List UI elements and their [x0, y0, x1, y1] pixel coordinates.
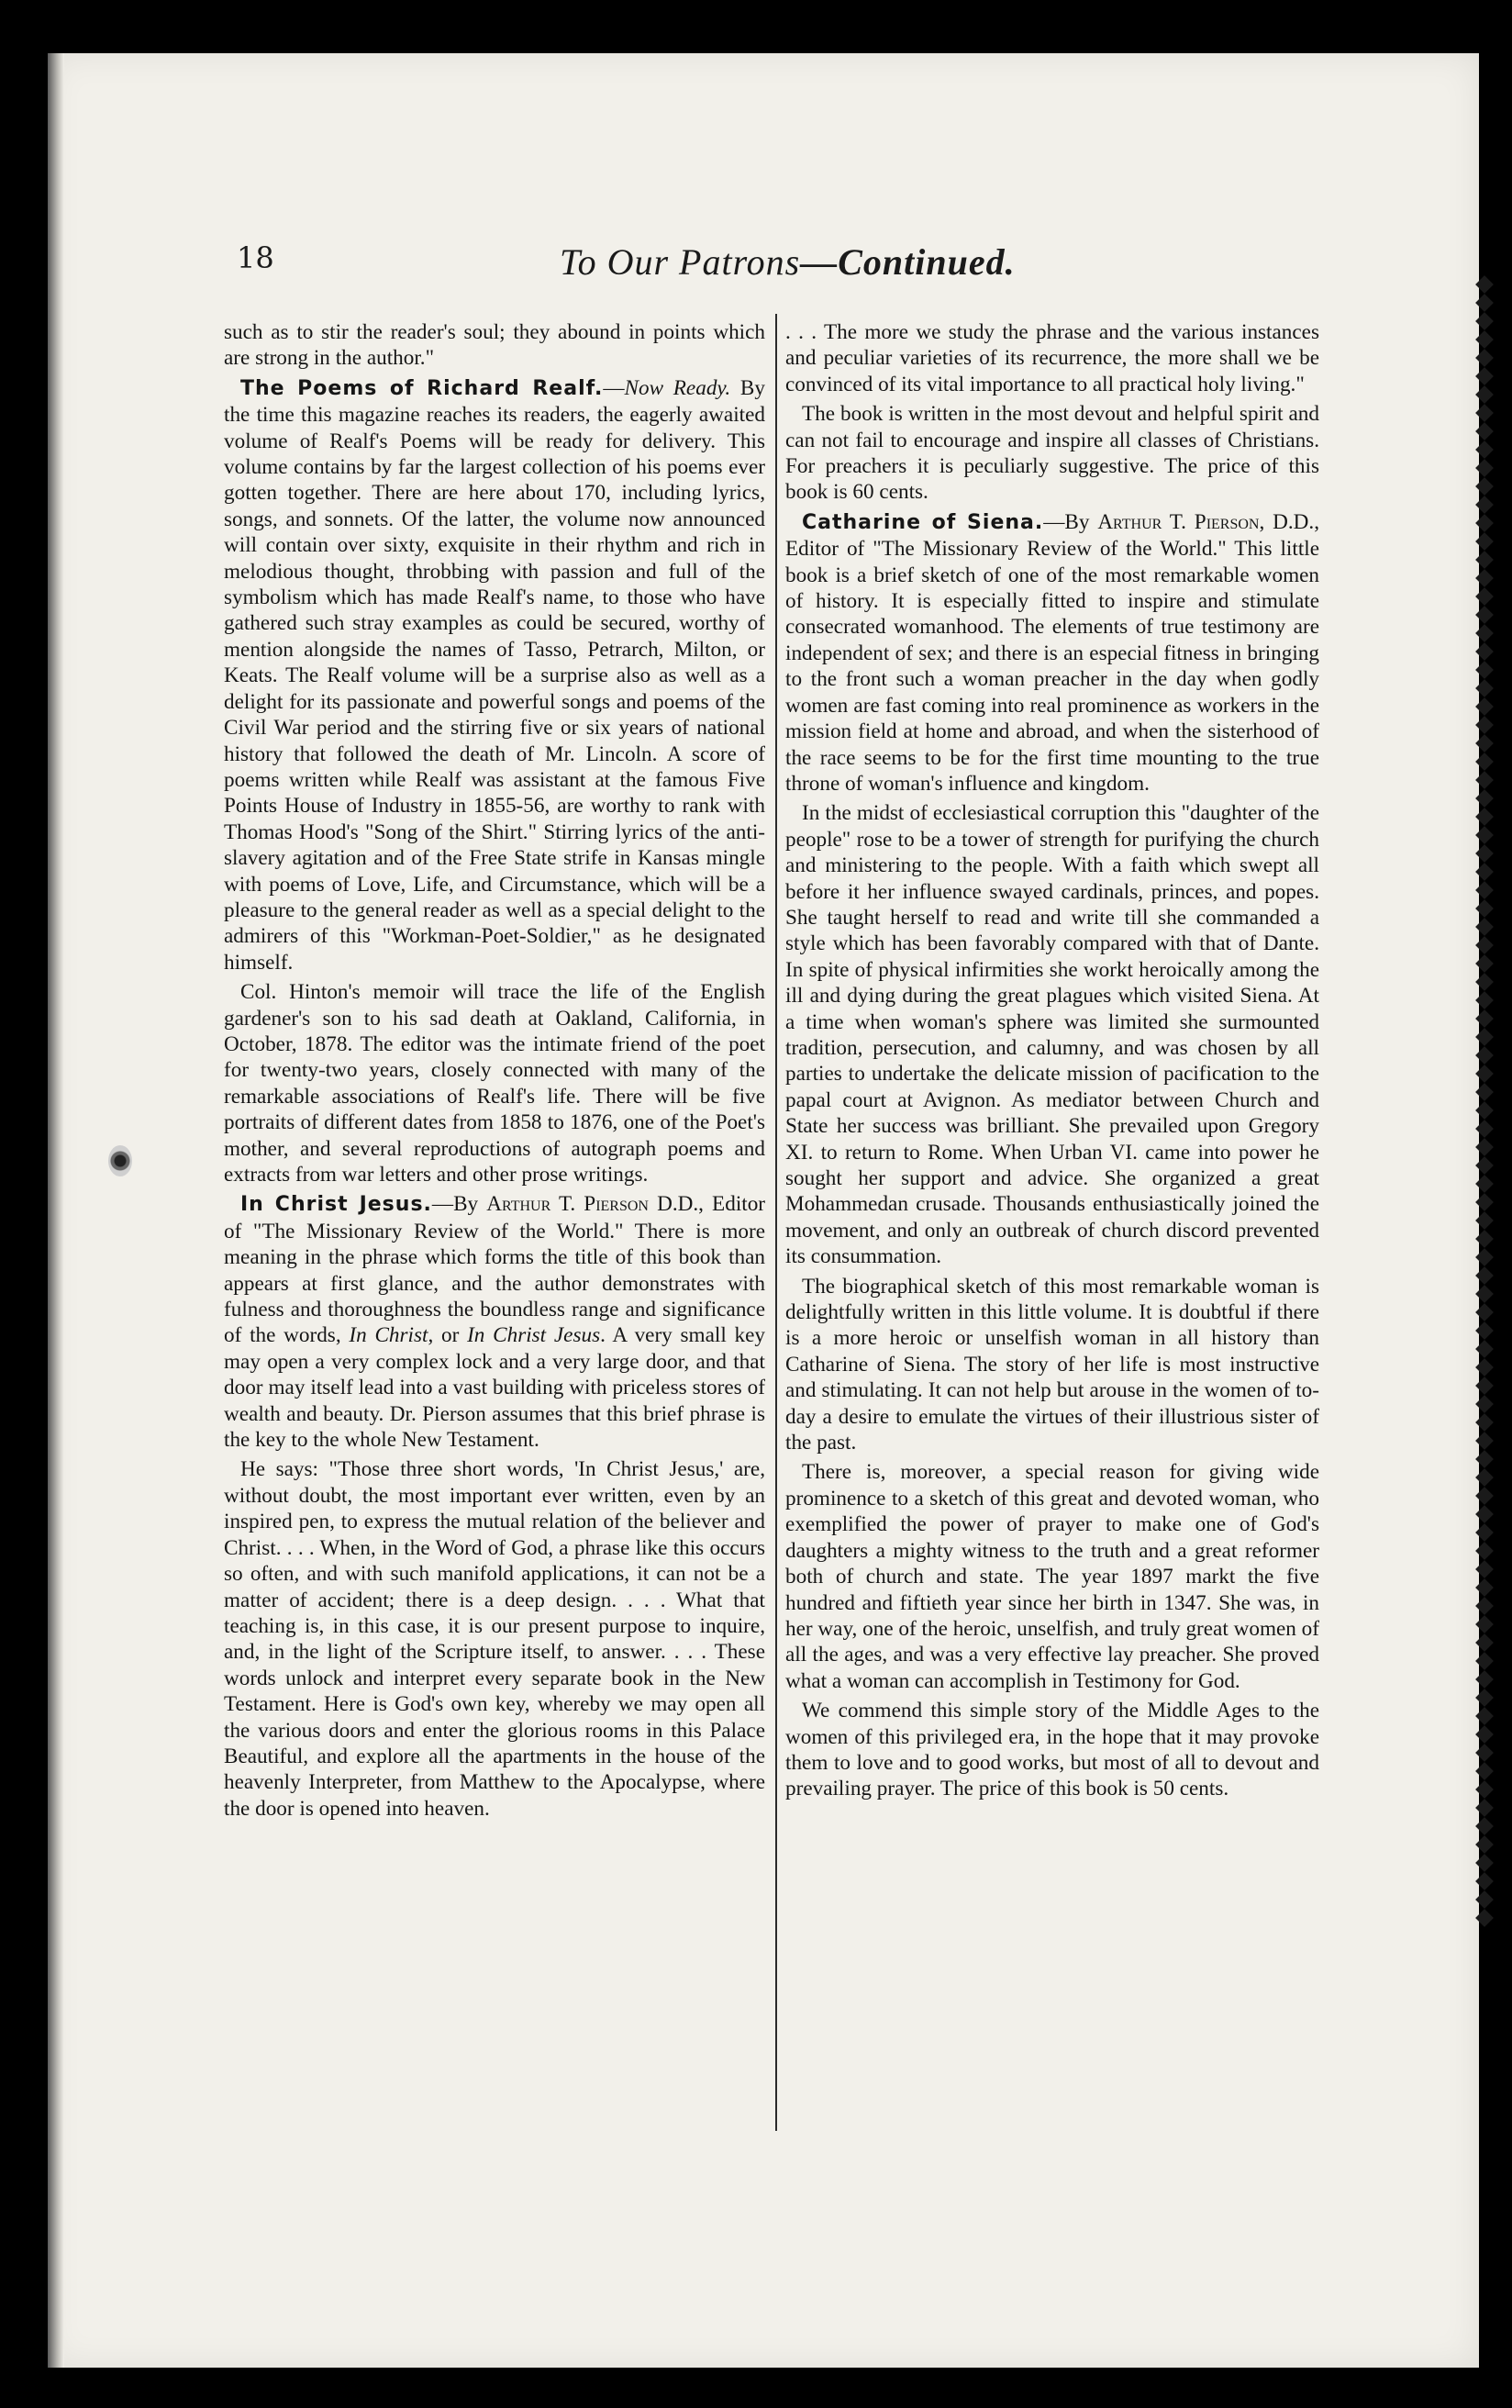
siena-heading: Catharine of Siena.	[802, 510, 1044, 534]
christ-paragraph-1	[224, 1191, 765, 1453]
border-diamond	[1475, 1872, 1494, 1890]
border-diamond	[1475, 1028, 1494, 1046]
christ-body: D.D., Editor of "The Missionary Review of the World." There is more meaning in the phrase which forms the title of this book than appears at first glance, and the author demonstrates with fulness and thoroughness the boundless range and significance of the words,	[224, 1192, 766, 1348]
realf-heading: The Poems of Richard Realf.	[240, 376, 604, 400]
border-diamond	[1475, 679, 1494, 697]
border-diamond	[1475, 404, 1494, 422]
christ-heading: In Christ Jesus.	[240, 1193, 432, 1217]
border-diamond	[1475, 1413, 1494, 1432]
border-diamond	[1475, 661, 1494, 679]
siena-paragraph-1	[785, 509, 1319, 797]
border-diamond	[1475, 294, 1494, 312]
border-diamond	[1475, 1230, 1494, 1248]
border-diamond	[1475, 587, 1494, 606]
border-diamond	[1475, 1377, 1494, 1395]
border-diamond	[1475, 275, 1494, 294]
border-diamond	[1475, 1652, 1494, 1670]
christ-or: , or	[428, 1323, 468, 1348]
border-diamond	[1475, 1744, 1494, 1762]
siena-body: , D.D., Editor of "The Missionary Review of the World." This little book is a brief sketch of one of the most remarkable women of history. It is especially fitted to inspire and stimulate consecrated womanhood. The elements of true testimony are independent of sex; and there is an especial fitness in bringing to the front such a woman preacher in the day when godly women are fast coming into real prominence as workers in the mission field at home and abroad, and when the sisterhood of the race seems to be for the first time mounting to the true throne of woman's influence and kingdom.	[785, 509, 1319, 796]
border-diamond	[1475, 1358, 1494, 1377]
left-column	[224, 319, 765, 1822]
border-diamond	[1475, 1065, 1494, 1083]
border-diamond	[1475, 606, 1494, 624]
border-diamond	[1475, 1138, 1494, 1156]
christ-paragraph-2: He says: "Those three short words, 'In Christ Jesus,' are, without doubt, the most important ever written, even by an inspired pen, to express the mutual relation of the believer and Christ. . . . When, in the Word of God, a phrase like this occurs so often, and with such manifold applications, it can not be a matter of accident; there is a deep design. . . . What that teaching is, in this case, it is our present purpose to inquire, and, in the light of the Scripture itself, to answer. . . . These words unlock and interpret every separate book in the New Testament. Here is God's own key, whereby we may open all the various doors and enter the glorious rooms in this Palace Beautiful, and explore all the apartments in the house of the heavenly Interpreter, from Matthew to the Apocalypse, where the door is opened into heaven.	[224, 1457, 765, 1821]
border-diamond	[1475, 1615, 1494, 1633]
border-diamond	[1475, 826, 1494, 844]
border-diamond	[1475, 881, 1494, 899]
border-diamond	[1475, 1890, 1494, 1909]
column-rule	[775, 314, 777, 2131]
border-diamond	[1475, 514, 1494, 532]
realf-paragraph-1	[224, 375, 765, 975]
border-diamond	[1475, 1670, 1494, 1689]
siena-author: Arthur T. Pierson	[1097, 509, 1260, 534]
border-diamond	[1475, 936, 1494, 954]
border-diamond	[1475, 1468, 1494, 1487]
border-diamond	[1475, 954, 1494, 973]
border-diamond	[1475, 1009, 1494, 1028]
border-diamond	[1475, 1156, 1494, 1175]
siena-paragraph-4: There is, moreover, a special reason for giving wide prominence to a sketch of this great and devoted woman, who exemplified the power of prayer to make one of God's daughters a mighty witness to the truth and a great reformer both of church and state. The year 1897 markt the five hundred and fiftieth year since her birth in 1347. She was, in her way, one of the heroic, unselfish, and truly great women of all the ages, and was a very effective lay preacher. She proved what a woman can accomplish in Testimony for God.	[785, 1460, 1319, 1693]
border-diamond	[1475, 330, 1494, 349]
border-diamond	[1475, 1633, 1494, 1652]
border-diamond	[1475, 918, 1494, 936]
border-diamond	[1475, 1303, 1494, 1321]
border-diamond	[1475, 1175, 1494, 1193]
border-diamond	[1475, 808, 1494, 826]
running-head-continued: —Continued.	[800, 241, 1016, 283]
border-diamond	[1475, 1597, 1494, 1615]
border-diamond	[1475, 1266, 1494, 1285]
border-diamond	[1475, 624, 1494, 642]
border-diamond	[1475, 385, 1494, 404]
running-head-title: To Our Patrons	[560, 241, 801, 283]
realf-dash: —	[603, 375, 625, 400]
border-diamond	[1475, 1780, 1494, 1799]
page-binding-edge	[48, 53, 64, 2368]
right-column	[785, 319, 1319, 1802]
border-diamond	[1475, 771, 1494, 789]
border-diamond	[1475, 844, 1494, 863]
border-diamond	[1475, 1083, 1494, 1101]
border-diamond	[1475, 367, 1494, 385]
border-diamond	[1475, 991, 1494, 1009]
border-diamond	[1475, 1817, 1494, 1835]
border-diamond	[1475, 1578, 1494, 1597]
border-diamond	[1475, 1395, 1494, 1413]
border-diamond	[1475, 1542, 1494, 1560]
realf-now-ready: Now Ready.	[624, 375, 731, 400]
border-diamond	[1475, 899, 1494, 918]
border-diamond	[1475, 1340, 1494, 1358]
border-diamond	[1475, 1101, 1494, 1120]
border-diamond	[1475, 789, 1494, 808]
border-diamond	[1475, 1487, 1494, 1505]
border-diamond	[1475, 422, 1494, 440]
left-continuation-paragraph: such as to stir the reader's soul; they abound in points which are strong in the author."	[224, 320, 765, 371]
border-diamond	[1475, 477, 1494, 496]
border-diamond	[1475, 642, 1494, 661]
border-diamond	[1475, 1505, 1494, 1523]
christ-body-end: . A very small key may open a very complex lock and a very large door, and that door may itself lead into a vast building with priceless stores of wealth and beauty. Dr. Pierson assumes that this brief phrase is the key to the whole New Testament.	[224, 1323, 765, 1453]
christ-by: —By	[431, 1192, 487, 1217]
border-diamond	[1475, 716, 1494, 734]
border-diamond	[1475, 1835, 1494, 1854]
christ-author: Arthur T. Pierson	[486, 1192, 649, 1217]
border-diamond	[1475, 1799, 1494, 1817]
border-diamond	[1475, 1523, 1494, 1542]
siena-paragraph-5: We commend this simple story of the Middle Ages to the women of this privileged era, in the hope that it may provoke them to love and to good works, but most of all to devout and prevailing prayer. The price of this book is 50 cents.	[785, 1699, 1319, 1801]
border-diamond	[1475, 1909, 1494, 1927]
border-diamond	[1475, 1321, 1494, 1340]
siena-paragraph-2: In the midst of ecclesiastical corruption this "daughter of the people" rose to be a tower of strength for purifying the church and ministering to the people. With a faith which swept all before it her influence swayed cardinals, princes, and popes. She taught herself to read and write till she commanded a style which has been favorably compared with that of Dante. In spite of physical infirmities she workt heroically among the ill and dying during the great plagues which visited Siena. At a time when woman's sphere was limited she surmounted tradition, persecution, and calumny, and was chosen by all parties to undertake the delicate mission of pacification to the papal court at Avignon. As mediator between Church and State her success was brilliant. She prevailed upon Gregory XI. to return to Rome. When Urban VI. came into power he sought her support and advice. She organized a great Mohammedan crusade. Thousands enthusiastically joined the movement, and only an outbreak of church discord prevented its consummation.	[785, 801, 1319, 1269]
punch-hole	[108, 1145, 132, 1176]
christ-in-christ-jesus: In Christ Jesus	[467, 1323, 601, 1348]
border-diamond	[1475, 1193, 1494, 1211]
border-diamond	[1475, 1432, 1494, 1450]
decorative-diamond-border	[1468, 275, 1501, 2157]
border-diamond	[1475, 459, 1494, 477]
border-diamond	[1475, 1560, 1494, 1578]
border-diamond	[1475, 973, 1494, 991]
realf-body: By the time this magazine reaches its readers, the eagerly awaited volume of Realf's Poems will be ready for delivery. This volume contains by far the largest collection of his poems ever gotten together. There are here about 170, including lyrics, songs, and sonnets. Of the latter, the volume now announced will contain over sixty, exquisite in their rhythm and rich in melodious thought, throbbing with passion and full of the symbolism which has made Realf's name, to those who have gathered such stray examples as could be secured, worthy of mention alongside the names of Tasso, Petrarch, Milton, or Keats. The Realf volume will be a surprise also as well as a delight for its passionate and powerful songs and poems of the Civil War period and the stirring five or six years of national history that followed the death of Mr. Lincoln. A score of poems written while Realf was assistant at the famous Five Points House of Industry in 1855-56, are worthy to rank with Thomas Hood's "Song of the Shirt." Stirring lyrics of the anti-slavery agitation and of the Free State strife in Kansas mingle with poems of Love, Life, and Circumstance, which will be a pleasure to the general reader as well as a special delight to the admirers of this "Workman-Poet-Soldier," as he designated himself.	[224, 375, 765, 975]
running-head	[560, 240, 1037, 284]
border-diamond	[1475, 1725, 1494, 1744]
siena-paragraph-3: The biographical sketch of this most remarkable woman is delightfully written in this little volume. It is doubtful if there is a more heroic or unselfish woman in all history than Catharine of Siena. The story of her life is most instructive and stimulating. It can not help but arouse in the women of to-day a desire to emulate the virtues of their illustrious sister of the past.	[785, 1274, 1319, 1455]
border-diamond	[1475, 551, 1494, 569]
border-diamond	[1475, 1248, 1494, 1266]
border-diamond	[1475, 1707, 1494, 1725]
border-diamond	[1475, 496, 1494, 514]
border-diamond	[1475, 1854, 1494, 1872]
border-diamond	[1475, 752, 1494, 771]
christ-price-paragraph: The book is written in the most devout and helpful spirit and can not fail to encourage and inspire all classes of Christians. For preachers it is peculiarly suggestive. The price of this book is 60 cents.	[785, 402, 1319, 505]
border-diamond	[1475, 312, 1494, 330]
border-diamond	[1475, 1762, 1494, 1780]
border-diamond	[1475, 349, 1494, 367]
border-diamond	[1475, 1120, 1494, 1138]
border-diamond	[1475, 734, 1494, 752]
page-number: 18	[237, 240, 274, 275]
border-diamond	[1475, 569, 1494, 587]
border-diamond	[1475, 440, 1494, 459]
christ-in-christ: In Christ	[349, 1323, 428, 1348]
border-diamond	[1475, 1450, 1494, 1468]
border-diamond	[1475, 863, 1494, 881]
border-diamond	[1475, 1211, 1494, 1230]
border-diamond	[1475, 532, 1494, 551]
right-continuation-paragraph: . . . The more we study the phrase and the various instances and peculiar varieties of its recurrence, the more shall we be convinced of its vital importance to all practical holy living."	[785, 320, 1319, 396]
border-diamond	[1475, 1689, 1494, 1707]
border-diamond	[1475, 1046, 1494, 1065]
border-diamond	[1475, 697, 1494, 716]
siena-by: —By	[1043, 509, 1098, 534]
realf-paragraph-2: Col. Hinton's memoir will trace the life of the English gardener's son to his sad death at Oakland, California, in October, 1878. The editor was the intimate friend of the poet for twenty-two years, closely connected with many of the remarkable associations of Realf's life. There will be five portraits of different dates from 1858 to 1876, one of the Poet's mother, and several reproductions of autograph poems and extracts from war letters and other prose writings.	[224, 980, 765, 1187]
border-diamond	[1475, 1285, 1494, 1303]
